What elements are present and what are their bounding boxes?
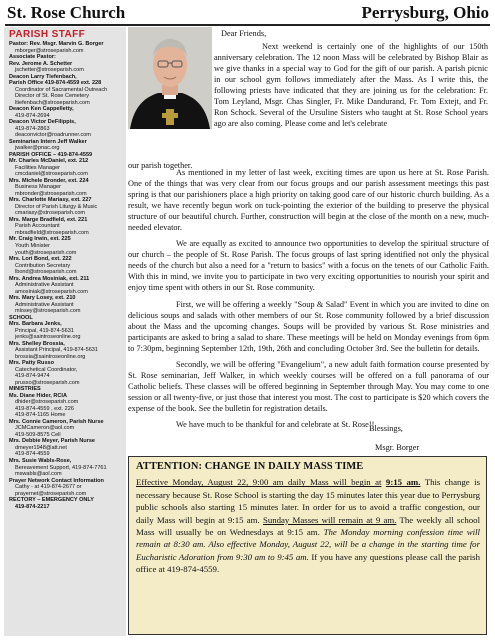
staff-line: Mrs. Andrea Mosiniak, ext. 211 bbox=[9, 275, 90, 282]
attention-text bbox=[136, 476, 480, 575]
staff-line[interactable]: mbronder@stroseparish.com bbox=[15, 190, 87, 197]
staff-line: Cathy - at 419-874-2677 or bbox=[15, 484, 82, 491]
staff-line: 419-874-1165 Home bbox=[15, 412, 66, 419]
staff-line[interactable]: jwalker@pnac.org bbox=[15, 145, 60, 152]
staff-line: Parish Office 419-874-4559 ext. 228 bbox=[9, 80, 102, 87]
staff-line: Coordinator of Sacramental Outreach bbox=[15, 86, 108, 93]
staff-line[interactable]: ltiefenbach@stroseparish.com bbox=[15, 99, 90, 106]
staff-line: 419-874-2217 bbox=[15, 503, 50, 510]
attention-new-time: 9:15 am. bbox=[385, 477, 421, 488]
pastor-portrait-image bbox=[128, 27, 212, 129]
letter-paragraph-3: We are equally as excited to announce two opportunities to develop the spiritual structure of our church – the people of St. Rose Parish. The focus groups of last spring identified not only the physical needs of the church but also a need for a "return to basics" with a focus on the tenets of our Catholic Faith. With this in mind, we invite you to participate in two very exciting opportunities to nourish your spirit and enjoy time spent with others in our St. Rose community. bbox=[128, 239, 489, 293]
staff-line: SCHOOL bbox=[9, 314, 33, 321]
attention-box bbox=[128, 456, 487, 635]
attention-sunday-masses: Sunday Masses will remain at 9 am. bbox=[262, 514, 397, 525]
salutation: Dear Friends, bbox=[221, 29, 267, 38]
page-header bbox=[0, 0, 495, 24]
letter-paragraph-6: We have much to be thankful for and celebrate at St. Rose!! bbox=[176, 419, 375, 429]
staff-line[interactable]: jenks@saintroseonline.org bbox=[15, 334, 81, 341]
letter-paragraph-1-tail: our parish together. bbox=[128, 161, 193, 170]
staff-line: Facilities Manager bbox=[15, 164, 61, 171]
staff-line: Rev. Jerome A. Schetter bbox=[9, 60, 73, 67]
staff-line[interactable]: mlosey@stroseparish.com bbox=[15, 308, 81, 315]
letter-body bbox=[128, 167, 489, 435]
letter-paragraph-2: As mentioned in my letter of last week, exciting times are upon us here at St. Rose Parish. One of the things that was very clear from our focus groups and our parish assessment meetings this past spring is that our parishioners place a high priority on taking good care of our historic church building. As a result, we have recently begun work on tuck-pointing the exterior of the building to preserve the physical structure of our beautiful church. Further, construction will begin at the close of the month on a new, much-needed elevator. bbox=[128, 168, 489, 233]
staff-line: Mrs. Debbie Meyer, Parish Nurse bbox=[9, 438, 96, 445]
staff-line: Business Manager bbox=[15, 184, 61, 191]
staff-line: Bereavement Support, 419-874-7761 bbox=[15, 464, 107, 471]
staff-line: Mr. Craig Irwin, ext. 225 bbox=[9, 236, 71, 243]
staff-line: MINISTRIES bbox=[9, 386, 41, 393]
location: Perrysburg, Ohio bbox=[361, 3, 489, 22]
staff-line: 419-874-2863 bbox=[15, 125, 50, 132]
staff-line: 419-874-2694 bbox=[15, 112, 50, 119]
staff-list bbox=[4, 41, 126, 510]
closing-signature: Msgr. Borger bbox=[375, 443, 420, 452]
staff-line[interactable]: cmariasy@stroseparish.com bbox=[15, 210, 86, 217]
staff-line[interactable]: cmcdaniel@stroseparish.com bbox=[15, 171, 88, 178]
attention-effective-date: Effective Monday, August 22, 9:00 am daily Mass will begin at bbox=[136, 477, 382, 488]
staff-line: Seminarian Intern Jeff Walker bbox=[9, 138, 87, 145]
staff-line: Director of St. Rose Cemetery bbox=[15, 93, 89, 100]
attention-school-mass: The weekly all school Mass will usually be on Wednesdays at 9:15 am. bbox=[136, 514, 481, 538]
parish-staff-title: PARISH STAFF bbox=[9, 29, 86, 40]
staff-line: RECTORY – EMERGENCY ONLY bbox=[9, 497, 94, 504]
attention-confession-adoration: The Monday morning confession time will remain at 8:30 am. Also effective Monday, August 22, will be a change in the starting time for Eucharistic Adoration from 9:30 am to 9:45 am. bbox=[136, 527, 480, 562]
staff-line: PARISH OFFICE – 419-874-4559 bbox=[9, 151, 93, 158]
pastor-photo bbox=[128, 27, 212, 129]
staff-line: Ms. Diane Hider, RCIA bbox=[9, 392, 67, 399]
staff-line: 419-874-4559 , ext. 226 bbox=[15, 405, 74, 412]
staff-line: Administrative Assistant bbox=[15, 301, 74, 308]
staff-line: Principal, 419-874-5631 bbox=[15, 327, 74, 334]
staff-line: Mrs. Marge Bradfield, ext. 221 bbox=[9, 216, 88, 223]
staff-line[interactable]: mbradfield@stroseparish.com bbox=[15, 229, 89, 236]
staff-line: Mrs. Patty Russo bbox=[9, 360, 55, 367]
staff-line[interactable]: mborger@stroseparish.com bbox=[15, 47, 84, 54]
staff-line: Assistant Principal, 419-874-5631 bbox=[15, 347, 98, 354]
staff-line[interactable]: youth@stroseparish.com bbox=[15, 249, 77, 256]
staff-line: Mrs. Connie Cameron, Parish Nurse bbox=[9, 418, 104, 425]
church-name: St. Rose Church bbox=[7, 3, 126, 22]
staff-line: Deacon Larry Tiefenbach, bbox=[9, 73, 77, 80]
staff-line[interactable]: brossia@saintroseonline.org bbox=[15, 353, 86, 360]
letter-paragraph-4: First, we will be offering a weekly "Soup & Salad" Event in which you are invited to dine on delicious soups and salads with other members of our St. Rose community followed by a brief discussion about the Mass and the upcoming changes. Soups will be provided by various St. Rose ministries and participants are asked to bring a salad to share. These meetings will be held on Monday evenings from 6pm to 7:30pm, beginning September 12th, 19th, 26th and concluding October 3rd. See the bulletin for details. bbox=[128, 299, 489, 353]
letter-paragraph-1: Next weekend is certainly one of the highlights of our 150th anniversary celebration. The 12 noon Mass will be celebrated by Bishop Blair as we give thanks in a special way to God for the gift of our parish. A parish picnic in our school gym follows immediately after the Mass. As I write this, the following priests have indicated that they are joining us for the celebration: Fr. Tom Leyland, Msgr. Chas Singler, Fr. Mike Dandurand, Fr. Tom Extejt, and Fr. Ron Schock. Several of the Ursuline Sisters who taught at St. Rose School years ago are also coming. Please come and let's celebrate bbox=[214, 42, 488, 129]
letter-paragraph-5: Secondly, we will be offering "Evangelium", a new adult faith formation course presented by St. Rose seminarian, Jeff Walker, in which weekly courses will be offered on a full panorama of our Catholic beliefs. These classes will be offered beginning in September through May. You may come to one session or all twenty-five, or just those that interest you most. The cost to participate is $20 which covers the expense of the book. See the bulletin for registration details. bbox=[128, 359, 489, 413]
staff-line: Deacon Ken Cappelletty, bbox=[9, 106, 74, 113]
staff-line: Mrs. Michele Bronder, ext. 224 bbox=[9, 177, 89, 184]
staff-line: Mrs. Susie Wabls-Rose, bbox=[9, 458, 72, 464]
staff-line: Prayer Network Contact Information bbox=[9, 477, 104, 484]
staff-line: Pastor: Rev. Msgr. Marvin G. Borger bbox=[9, 41, 104, 47]
staff-line: 419-509-8575 Cell bbox=[15, 431, 61, 438]
attention-contact: If you have any questions please call the parish office at 419-874-4559. bbox=[136, 551, 480, 575]
staff-line: Contribution Secretary bbox=[15, 262, 71, 269]
staff-line[interactable]: dhider@stroseparish.com bbox=[15, 399, 79, 406]
closing-blessings: Blessings, bbox=[369, 424, 403, 433]
staff-line: Mr. Charles McDaniel, ext. 212 bbox=[9, 158, 89, 165]
staff-line: Deacon Victor DeFilippis, bbox=[9, 119, 76, 126]
staff-line[interactable]: prayernet@stroseparish.com bbox=[15, 490, 87, 497]
attention-title: ATTENTION: CHANGE IN DAILY MASS TIME bbox=[136, 461, 364, 472]
staff-line: Mrs. Shelley Brossia, bbox=[9, 340, 65, 347]
staff-line: 419-874-4559 bbox=[15, 451, 50, 458]
staff-line[interactable]: JCMCameron@aol.com bbox=[15, 425, 75, 432]
parish-staff-sidebar bbox=[4, 27, 126, 636]
staff-line: 419-874-9474 bbox=[15, 373, 50, 380]
header-rule bbox=[5, 24, 490, 26]
attention-reason: This change is necessary because St. Rose School is starting the day 15 minutes later this year due to Perrysburg public schools also starting 15 minutes later. In order for us to avoid a traffic congestion, our daily Mass will begin at 9:15 am. bbox=[136, 477, 480, 525]
staff-line[interactable]: amosiniak@stroseparish.com bbox=[15, 288, 88, 295]
staff-line[interactable]: prusso@stroseparish.com bbox=[15, 379, 80, 386]
staff-line[interactable]: mswabls@aol.com bbox=[15, 471, 62, 478]
staff-line: Mrs. Charlotte Mariasy, ext. 227 bbox=[9, 197, 92, 204]
staff-line: Parish Accountant bbox=[15, 223, 60, 230]
staff-line: Mrs. Barbara Jenks, bbox=[9, 321, 62, 328]
staff-line: Mrs. Mary Losey, ext. 210 bbox=[9, 295, 76, 302]
staff-line: Mrs. Lori Bond, ext. 222 bbox=[9, 256, 72, 263]
staff-line: Administrative Assistant bbox=[15, 282, 74, 289]
staff-line[interactable]: dmeyer1948@att.net bbox=[15, 444, 67, 451]
staff-line: Catechetical Coordinator, bbox=[15, 366, 78, 373]
staff-line[interactable]: jschetter@stroseparish.com bbox=[15, 67, 84, 74]
staff-line: Youth Minister bbox=[15, 242, 50, 249]
staff-line: Director of Parish Liturgy & Music bbox=[15, 203, 98, 210]
staff-line: Associate Pastor: bbox=[9, 54, 56, 61]
staff-line[interactable]: lbond@stroseparish.com bbox=[15, 269, 77, 276]
staff-line[interactable]: deaconvictor@roadrunner.com bbox=[15, 132, 91, 139]
